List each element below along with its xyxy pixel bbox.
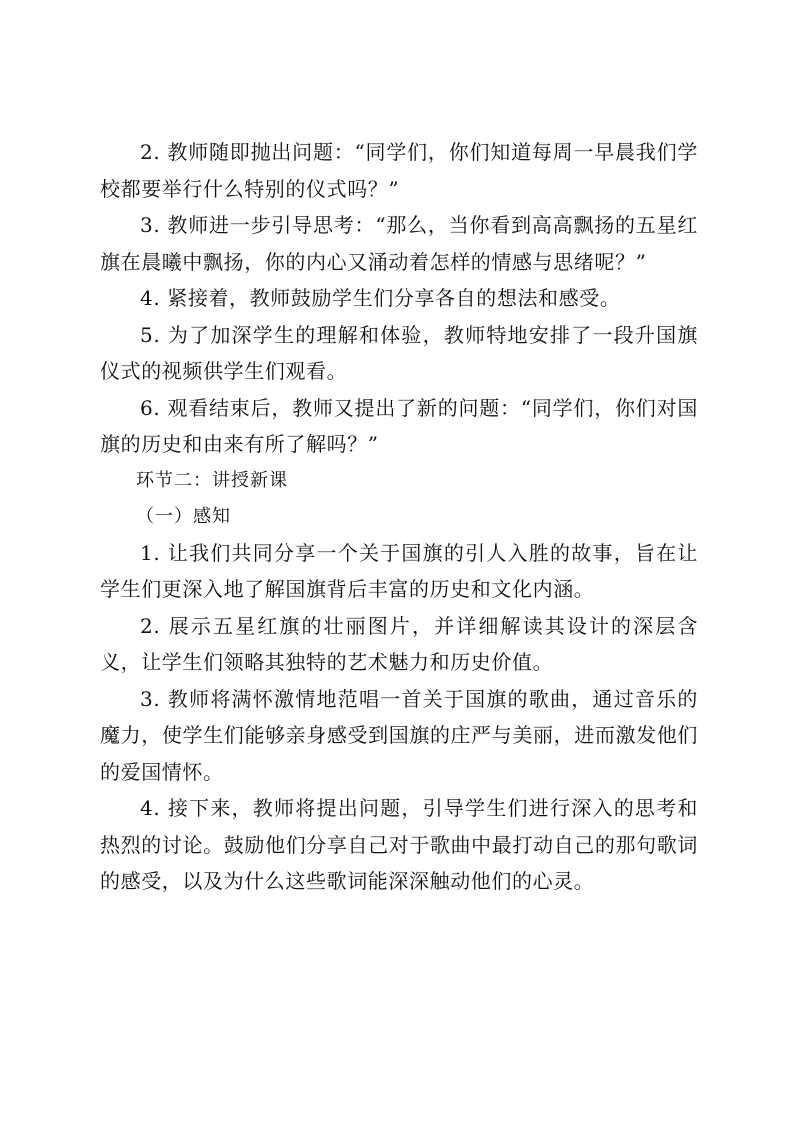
paragraph-question-ceremony: 2. 教师随即抛出问题：“同学们，你们知道每周一早晨我们学校都要举行什么特别的仪式吗？” xyxy=(100,140,698,201)
paragraph-watch-video: 5. 为了加深学生的理解和体验，教师特地安排了一段升国旗仪式的视频供学生们观看。 xyxy=(100,322,698,383)
document-body xyxy=(100,134,698,900)
paragraph-share-thoughts: 4. 紧接着，教师鼓励学生们分享各自的想法和感受。 xyxy=(140,286,621,310)
paragraph-flag-history-question: 6. 观看结束后，教师又提出了新的问题：“同学们，你们对国旗的历史和由来有所了解吗？” xyxy=(100,395,698,456)
paragraph-question-feelings: 3. 教师进一步引导思考：“那么，当你看到高高飘扬的五星红旗在晨曦中飘扬，你的内心又涌动着怎样的情感与思绪呢？” xyxy=(100,213,698,274)
paragraph-flag-image: 2. 展示五星红旗的壮丽图片，并详细解读其设计的深层含义，让学生们领略其独特的艺术魅力和历史价值。 xyxy=(100,613,698,674)
section-heading: 环节二：讲授新课 xyxy=(136,469,288,491)
subsection-heading: （一）感知 xyxy=(136,505,231,527)
paragraph-flag-story: 1. 让我们共同分享一个关于国旗的引人入胜的故事，旨在让学生们更深入地了解国旗背后丰富的历史和文化内涵。 xyxy=(100,540,698,601)
paragraph-flag-song: 3. 教师将满怀激情地范唱一首关于国旗的歌曲，通过音乐的魔力，使学生们能够亲身感受到国旗的庄严与美丽，进而激发他们的爱国情怀。 xyxy=(100,686,698,784)
paragraph-discussion: 4. 接下来，教师将提出问题，引导学生们进行深入的思考和热烈的讨论。鼓励他们分享自己对于歌曲中最打动自己的那句歌词的感受，以及为什么这些歌词能深深触动他们的心灵。 xyxy=(100,796,698,893)
